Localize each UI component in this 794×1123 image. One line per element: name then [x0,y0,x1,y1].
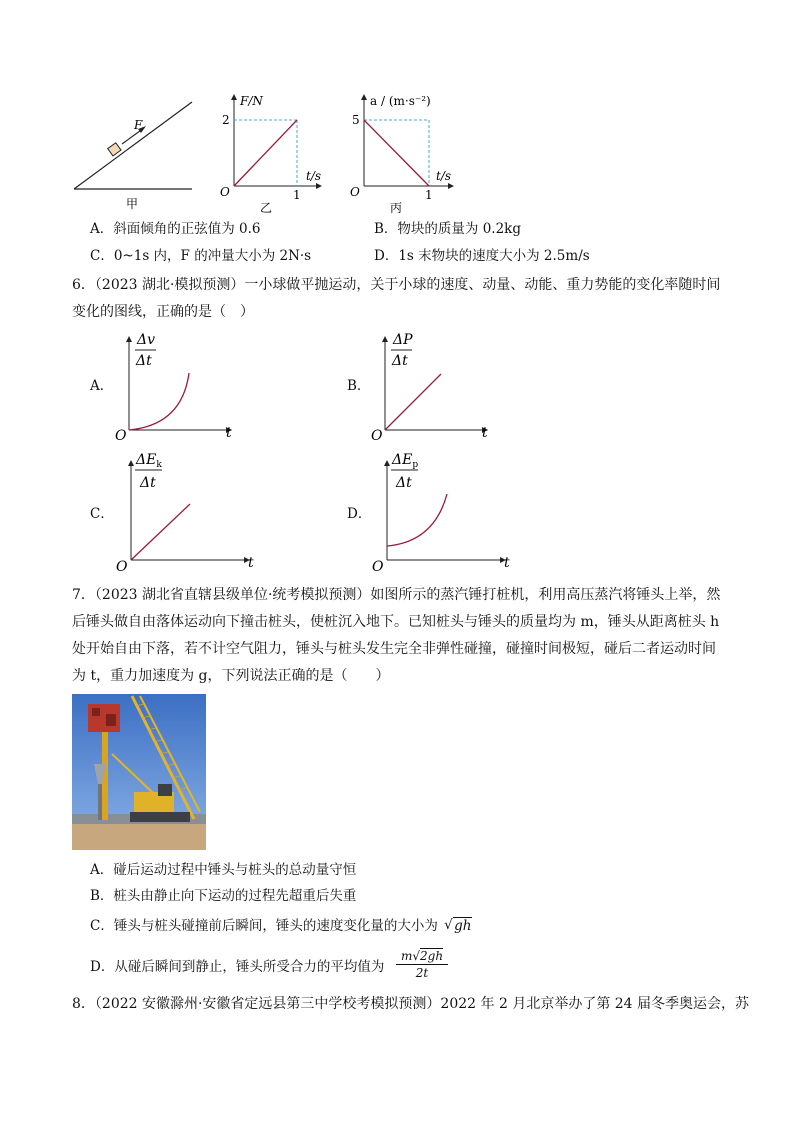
q7-option-d [90,957,384,977]
y-axis-label: F/N [240,94,263,108]
fig5-incline-diagram [68,96,198,216]
fig5-accel-time-graph [340,92,465,218]
x-axis-label: t [248,555,254,571]
q7-stem-line3: 处开始自由下落，若不计空气阻力，锤头与桩头发生完全非弹性碰撞，碰撞时间极短，碰后二者运动时间 [72,641,716,657]
q7-option-d-text: D．从碰后瞬间到静止，锤头所受合力的平均值为 [90,959,385,975]
numerator: $\Delta E_k$ [136,452,162,470]
origin-label: O [372,559,384,575]
q6-graph-b [368,330,498,446]
q7-option-c-text: C．锤头与桩头碰撞前后瞬间，锤头的速度变化量的大小为 [90,918,438,934]
numerator: Δv [137,332,156,348]
caption-bing: 丙 [390,201,403,215]
y-tick: 2 [222,113,230,127]
q5-option-d: D．1s 末物块的速度大小为 2.5m/s [374,248,590,264]
q7-option-a: A．碰后运动过程中锤头与桩头的总动量守恒 [90,862,357,878]
x-tick: 1 [293,188,301,202]
fig5-force-time-graph [212,92,324,218]
caption-yi: 乙 [260,201,273,215]
q5-option-a: A．斜面倾角的正弦值为 0.6 [90,221,261,237]
q7-stem-line2: 后锤头做自由落体运动向下撞击桩头，使桩沉入地下。已知桩头与锤头的质量均为 m，锤头从距离桩头 h [72,614,720,630]
caption-jia: 甲 [126,197,139,211]
origin-label: O [220,185,230,199]
pile-driver-photo [72,694,206,850]
q6-graph-a [112,330,242,446]
q7-option-c [90,916,472,936]
force-label: F [134,118,143,132]
q6-graph-c [112,450,262,576]
denominator: Δt [136,353,152,369]
q6-label-c: C． [90,506,114,522]
q6-stem-line1: 6．（2023 湖北·模拟预测）一小球做平抛运动，关于小球的速度、动量、动能、重力势能的变化率随时间 [72,277,721,293]
numerator: ΔP [393,332,413,348]
q8-stem-line1: 8．（2022 安徽滁州·安徽省定远县第三中学校考模拟预测）2022 年 2 月北京举办了第 24 届冬季奥运会，苏 [72,996,750,1012]
origin-label: O [116,559,128,575]
origin-label: O [115,428,127,444]
x-axis-label: t/s [436,169,452,183]
x-axis-label: t [482,425,488,441]
x-axis-label: t [504,555,510,571]
denominator: Δt [396,475,412,491]
q6-label-d: D． [347,506,372,522]
q7-option-b: B．桩头由静止向下运动的过程先超重后失重 [90,888,357,904]
origin-label: O [350,185,360,199]
q6-stem-line2: 变化的图线，正确的是（ ） [72,304,254,320]
q7-stem-line4: 为 t，重力加速度为 g，下列说法正确的是（ ） [72,668,390,684]
origin-label: O [371,428,383,444]
y-tick: 5 [352,113,360,127]
q6-graph-d [368,450,518,576]
q6-label-b: B． [347,378,371,394]
numerator: $\Delta E_p$ [392,452,419,470]
fraction-force: m√2gh 2t [396,948,448,981]
sqrt-gh: √ gh [444,917,472,934]
x-axis-label: t [226,425,232,441]
y-axis-label: a / (m·s⁻²) [370,94,431,108]
x-axis-label: t/s [306,169,322,183]
denominator: Δt [392,353,408,369]
x-tick: 1 [425,188,433,202]
q5-option-b: B．物块的质量为 0.2kg [374,221,522,237]
q7-stem-line1: 7．（2023 湖北省直辖县级单位·统考模拟预测）如图所示的蒸汽锤打桩机，利用高压蒸汽将锤头上举，然 [72,587,721,603]
q6-label-a: A． [90,378,114,394]
q5-option-c: C．0~1s 内，F 的冲量大小为 2N·s [90,248,312,264]
denominator: Δt [140,475,156,491]
